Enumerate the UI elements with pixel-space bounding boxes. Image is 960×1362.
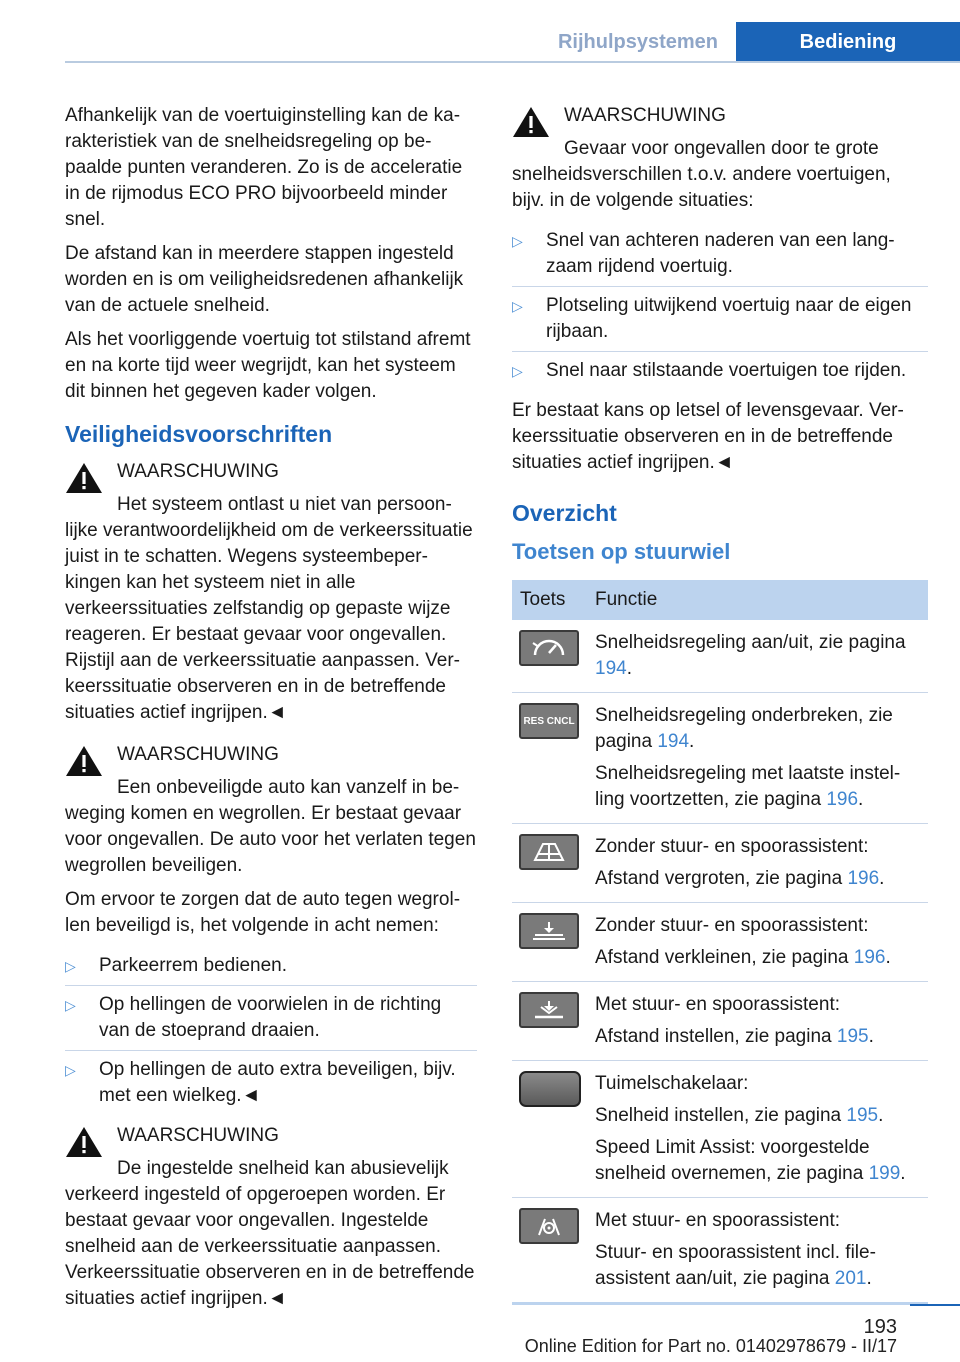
warning-block — [65, 1123, 477, 1312]
paragraph: Afhankelijk van de voertuiginstelling kan de karakteristiek van de snelheidsregeling op bepaalde punten veranderen. Zo is de acceleratie in de rijmodus ECO PRO bijvoorbeeld minder snel. — [65, 105, 463, 230]
page-number: 193 — [863, 1316, 897, 1338]
header-tab-bediening: Bediening — [736, 22, 960, 62]
warning-text: Een onbeveiligde auto kan vanzelf in beweging komen en wegrollen. Er bestaat gevaar voor ongevallen. De auto voor het verlaten tegen wegrollen beveiligen. — [65, 777, 476, 876]
table-row: Zonder stuur- en spoorassistent: Afstand verkleinen, zie pagina 196. — [512, 903, 928, 982]
table-row: Zonder stuur- en spoorassistent: Afstand vergroten, zie pagina 196. — [512, 824, 928, 903]
distance-set-icon — [519, 992, 579, 1028]
distance-decrease-icon — [519, 913, 579, 949]
warning-block — [512, 103, 928, 214]
warning-title: WAARSCHUWING — [564, 105, 726, 126]
table-row: Snelheidsregeling aan/uit, zie pagina 194. — [512, 620, 928, 693]
section-heading: Overzicht — [512, 500, 617, 526]
warning-block — [65, 742, 477, 879]
page-reference-link[interactable]: 195 — [836, 1026, 869, 1047]
triangle-bullet-icon: ▷ — [512, 363, 523, 379]
footer-rule — [910, 1304, 960, 1306]
warning-title: WAARSCHUWING — [117, 1125, 279, 1146]
warning-block — [65, 459, 477, 726]
warning-text: De ingestelde snelheid kan abusievelijk verkeerd ingesteld of opgeroepen worden. Er bestaat gevaar voor ongevallen. Ingestelde snelheid aan de verkeerssituatie aanpassen. Verkeerssituatie observeren en in de betreffende situaties actief ingrijpen.◄ — [65, 1158, 475, 1309]
warning-triangle-icon — [65, 461, 103, 495]
cruise-control-icon — [519, 630, 579, 666]
header-section-label: Rijhulpsystemen — [557, 30, 719, 53]
triangle-bullet-icon: ▷ — [512, 233, 523, 249]
triangle-bullet-icon: ▷ — [512, 298, 523, 314]
left-column — [65, 103, 477, 1320]
column-header-toets: Toets — [512, 580, 587, 620]
res-cncl-icon: RES CNCL — [519, 703, 579, 739]
warning-text: Gevaar voor ongevallen door te grote snelheidsverschillen t.o.v. andere voertuigen, bijv. in de volgende situaties: — [512, 138, 891, 211]
page-reference-link[interactable]: 199 — [868, 1163, 901, 1184]
triangle-bullet-icon: ▷ — [65, 1062, 76, 1078]
warning-title: WAARSCHUWING — [117, 461, 279, 482]
column-header-functie: Functie — [587, 580, 928, 620]
paragraph: Er bestaat kans op letsel of levensgevaar. Verkeerssituatie observeren en in de betreffende situaties actief ingrijpen.◄ — [512, 400, 904, 473]
page-reference-link[interactable]: 196 — [853, 947, 886, 968]
paragraph: De afstand kan in meerdere stappen ingesteld worden en is om veiligheidsredenen afhankelijk van de actuele snelheid. — [65, 243, 464, 316]
page-reference-link[interactable]: 196 — [826, 789, 859, 810]
list-item: ▷ Snel naar stilstaande voertuigen toe rijden. — [512, 351, 928, 390]
subsection-heading: Toetsen op stuurwiel — [512, 539, 731, 564]
header-rule — [65, 61, 960, 63]
paragraph: Als het voorliggende voertuig tot stilstand afremt en na korte tijd weer wegrijdt, kan het systeem dit binnen het gegeven kader volgen. — [65, 329, 471, 402]
page-reference-link[interactable]: 194 — [595, 658, 627, 679]
page-reference-link[interactable]: 195 — [846, 1105, 879, 1126]
section-heading: Veiligheidsvoorschriften — [65, 421, 333, 447]
warning-text: Het systeem ontlast u niet van persoonlijke verantwoordelijkheid om de verkeerssituatie juist in te schatten. Wegens systeembeperkingen kan het systeem niet in alle verkeerssituaties zelfstandig op gepaste wijze reageren. Er bestaat gevaar voor ongevallen. Rijstijl aan de verkeerssituatie aanpassen. Verkeerssituatie observeren en in de betreffende situaties actief ingrijpen.◄ — [65, 494, 473, 723]
rocker-switch-icon — [519, 1071, 581, 1107]
bullet-list — [65, 947, 477, 1115]
table-row: Met stuur- en spoorassistent: Afstand instellen, zie pagina 195. — [512, 982, 928, 1061]
list-item: ▷ Op hellingen de voorwielen in de richting van de stoeprand draaien. — [65, 985, 477, 1050]
table-row: Met stuur- en spoorassistent: Stuur- en spoorassistent incl. fileassistent aan/uit, zie pagina 201. — [512, 1198, 928, 1304]
list-item: ▷ Parkeerrem bedienen. — [65, 947, 477, 985]
page-reference-link[interactable]: 201 — [834, 1268, 867, 1289]
footer-edition: Online Edition for Part no. 01402978679 - II/17 — [524, 1336, 897, 1356]
warning-triangle-icon — [512, 105, 550, 139]
list-item: ▷ Op hellingen de auto extra beveiligen, bijv. met een wielkeg.◄ — [65, 1050, 477, 1115]
triangle-bullet-icon: ▷ — [65, 958, 76, 974]
steering-lane-assist-icon — [519, 1208, 579, 1244]
table-row: RES CNCL Snelheidsregeling onderbreken, zie pagina 194. Snelheidsregeling met laatste instelling voortzetten, zie pagina 196. — [512, 693, 928, 824]
paragraph: Om ervoor te zorgen dat de auto tegen wegrollen beveiligd is, het volgende in acht nemen: — [65, 889, 461, 936]
page-reference-link[interactable]: 194 — [657, 731, 690, 752]
warning-triangle-icon — [65, 1125, 103, 1159]
table-row: Tuimelschakelaar: Snelheid instellen, zie pagina 195. Speed Limit Assist: voorgestelde snelheid overnemen, zie pagina 199. — [512, 1061, 928, 1198]
distance-increase-icon — [519, 834, 579, 870]
right-column — [512, 103, 928, 1305]
warning-title: WAARSCHUWING — [117, 744, 279, 765]
page-reference-link[interactable]: 196 — [847, 868, 880, 889]
triangle-bullet-icon: ▷ — [65, 997, 76, 1013]
list-item: ▷ Snel van achteren naderen van een langzaam rijdend voertuig. — [512, 230, 895, 277]
steering-wheel-buttons-table — [512, 580, 928, 1305]
bullet-list — [512, 222, 928, 390]
warning-triangle-icon — [65, 744, 103, 778]
list-item: ▷ Plotseling uitwijkend voertuig naar de eigen rijbaan. — [512, 286, 928, 351]
